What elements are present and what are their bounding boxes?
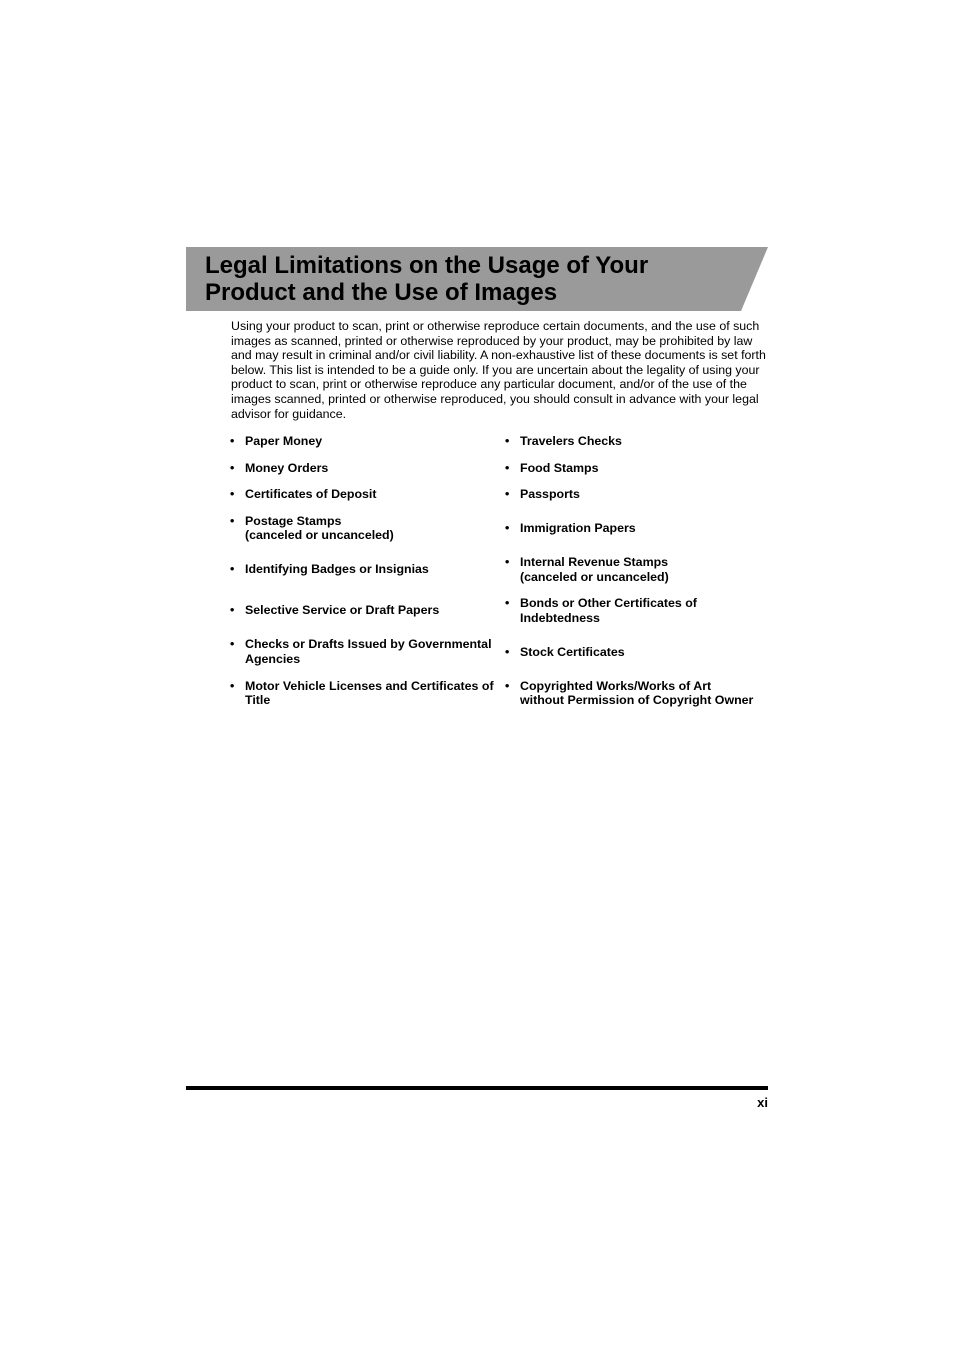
section-header-banner xyxy=(186,247,768,311)
list-item-label: Identifying Badges or Insignias xyxy=(245,562,429,577)
footer-rule xyxy=(186,1086,768,1090)
bullet-icon: • xyxy=(505,596,510,611)
bullet-icon: • xyxy=(230,487,235,502)
page-title: Legal Limitations on the Usage of Your Product and the Use of Images xyxy=(205,252,649,306)
list-row xyxy=(230,555,770,584)
list-item xyxy=(230,562,505,577)
list-item xyxy=(230,637,505,666)
bullet-icon: • xyxy=(505,521,510,536)
list-item-label: Money Orders xyxy=(245,460,329,475)
bullet-icon: • xyxy=(505,644,510,659)
bullet-icon: • xyxy=(230,637,235,652)
bullet-icon: • xyxy=(230,678,235,693)
list-item-label: Copyrighted Works/Works of Art without Permission of Copyright Owner xyxy=(520,678,754,708)
bullet-icon: • xyxy=(230,460,235,475)
restricted-documents-list xyxy=(230,434,770,720)
list-row xyxy=(230,487,770,502)
list-item xyxy=(505,645,770,660)
list-item xyxy=(230,461,505,476)
list-item-label: Certificates of Deposit xyxy=(245,487,377,502)
list-item-label: Immigration Papers xyxy=(520,521,636,536)
list-row xyxy=(230,434,770,449)
list-item xyxy=(230,603,505,618)
list-item xyxy=(230,514,505,543)
bullet-icon: • xyxy=(230,434,235,448)
list-row xyxy=(230,679,770,708)
intro-paragraph: Using your product to scan, print or otherwise reproduce certain documents, and the use of such images as scanned, printed or otherwise reproduced by your product, may be prohibited by law and may result in criminal and/or civil liability. A non-exhaustive list of these documents is set forth below. This list is intended to be a guide only. If you are uncertain about the legality of using your product to scan, print or otherwise reproduce any particular document, and/or of the use of the images scanned, printed or otherwise reproduced, you should consult in advance with your legal advisor for guidance. xyxy=(231,319,766,421)
list-row xyxy=(230,461,770,476)
list-item-label: Internal Revenue Stamps (canceled or uncanceled) xyxy=(520,554,669,584)
list-item-label: Motor Vehicle Licenses and Certificates of Title xyxy=(245,678,494,708)
list-item-label: Food Stamps xyxy=(520,460,599,475)
list-item xyxy=(505,434,770,449)
list-item-label: Paper Money xyxy=(245,434,323,448)
list-item xyxy=(505,461,770,476)
bullet-icon: • xyxy=(230,562,235,577)
list-item-label: Checks or Drafts Issued by Governmental Agencies xyxy=(245,637,492,666)
list-item-label: Travelers Checks xyxy=(520,434,622,448)
bullet-icon: • xyxy=(230,513,235,528)
list-item-label: Stock Certificates xyxy=(520,644,625,659)
page-number: xi xyxy=(757,1095,768,1110)
list-item xyxy=(230,487,505,502)
list-item-label: Postage Stamps (canceled or uncanceled) xyxy=(245,513,394,543)
list-item-label: Bonds or Other Certificates of Indebtedness xyxy=(520,596,697,625)
list-item xyxy=(505,521,770,536)
list-item xyxy=(230,679,505,708)
bullet-icon: • xyxy=(505,554,510,569)
list-item xyxy=(505,596,770,625)
list-row xyxy=(230,514,770,543)
list-item-label: Passports xyxy=(520,487,580,502)
list-item xyxy=(505,487,770,502)
bullet-icon: • xyxy=(505,434,510,448)
bullet-icon: • xyxy=(505,460,510,475)
list-item-label: Selective Service or Draft Papers xyxy=(245,603,440,618)
list-item xyxy=(505,555,770,584)
list-item xyxy=(230,434,505,449)
list-row xyxy=(230,637,770,666)
bullet-icon: • xyxy=(505,678,510,693)
list-row xyxy=(230,596,770,625)
bullet-icon: • xyxy=(230,603,235,618)
list-item xyxy=(505,679,770,708)
bullet-icon: • xyxy=(505,487,510,502)
